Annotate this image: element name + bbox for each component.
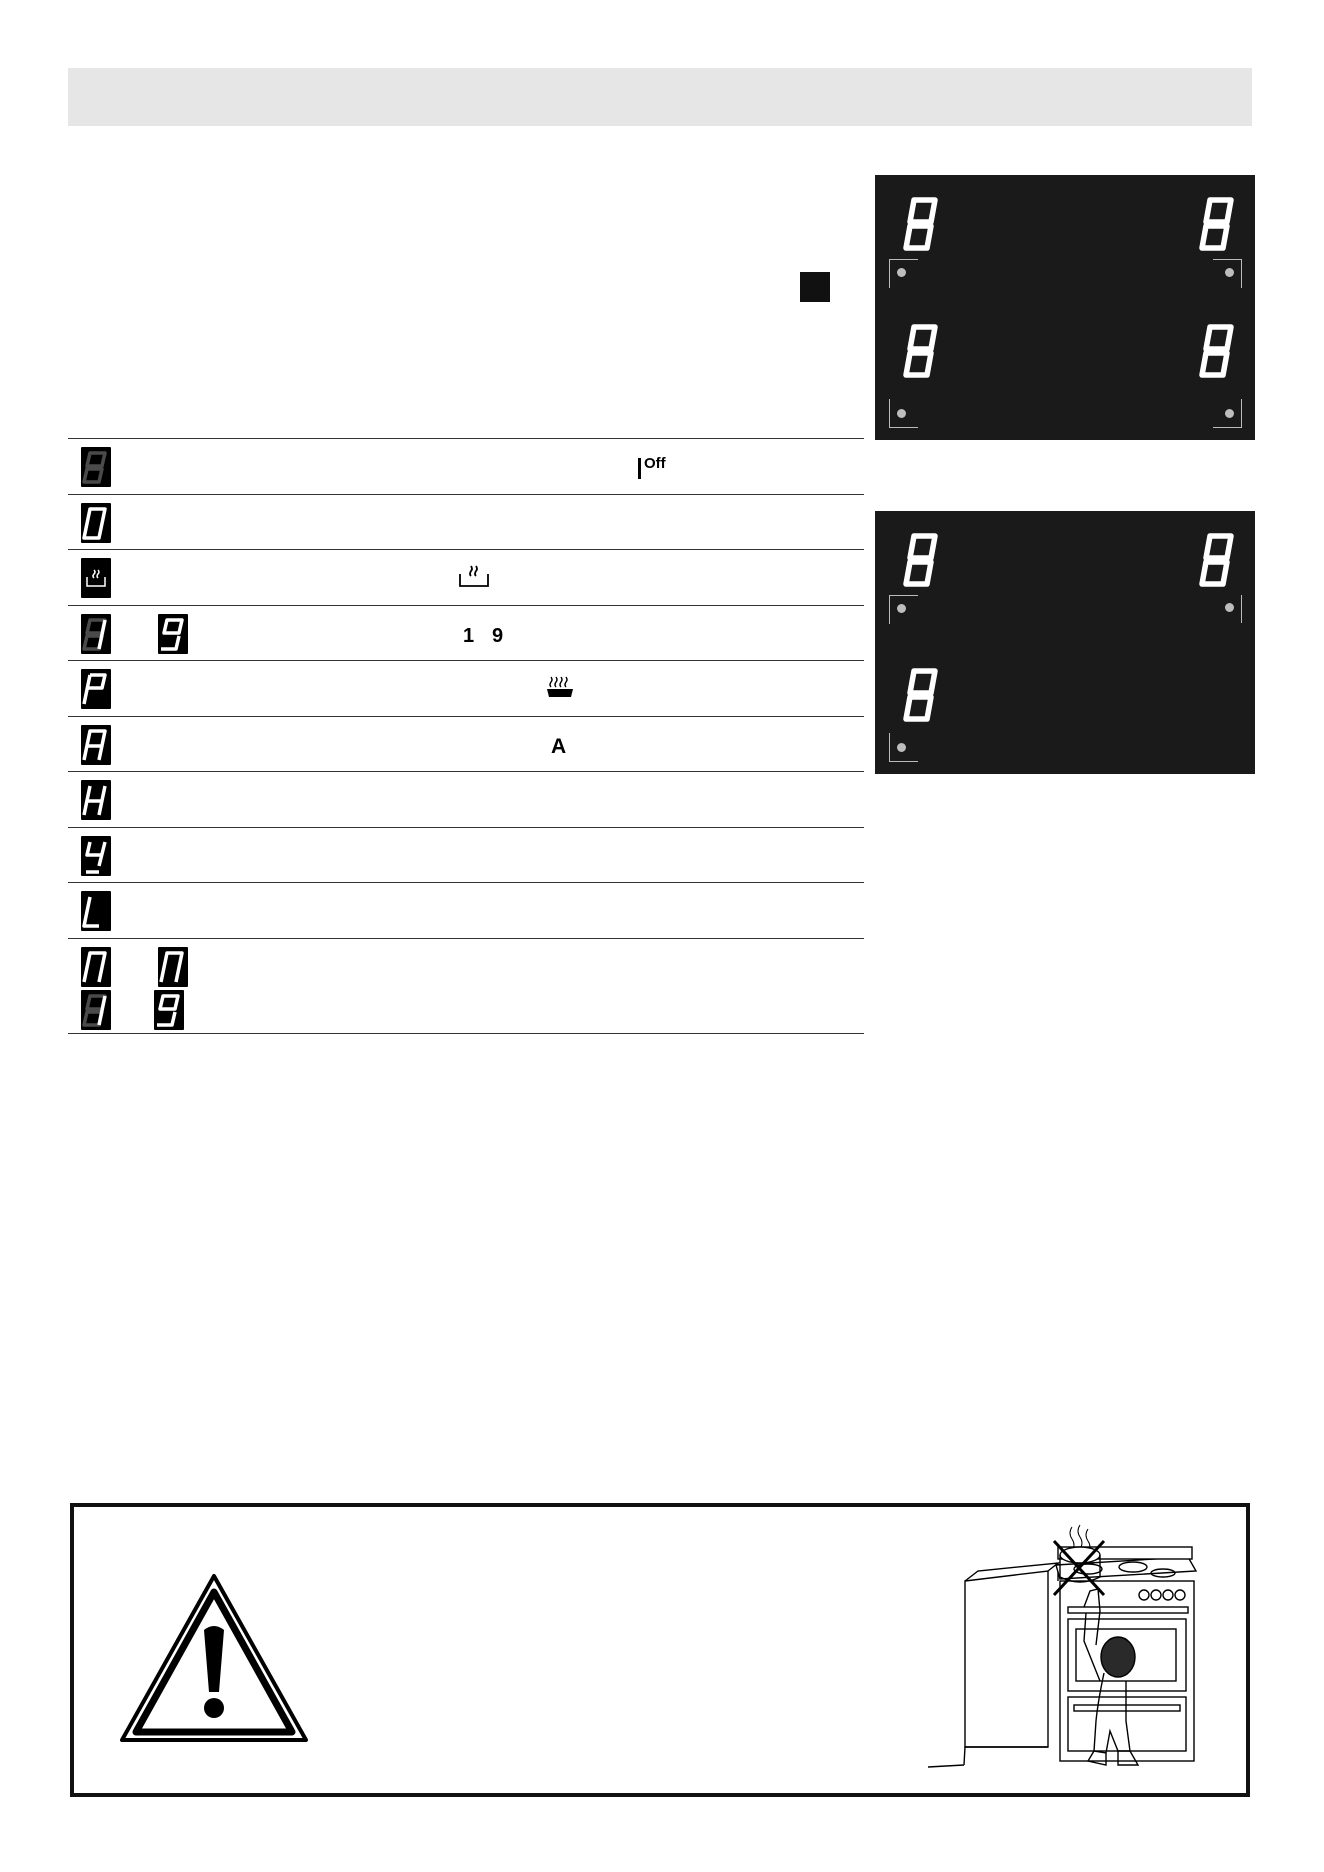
symbol-1-dim-icon (81, 990, 111, 1030)
symbol-p-icon (81, 669, 111, 709)
symbol-0-icon (81, 503, 111, 543)
child-reaching-cooktop-illustration (928, 1521, 1238, 1781)
symbol-n-icon (158, 947, 188, 987)
table-row (68, 938, 864, 1034)
power-level-range (463, 620, 513, 648)
table-row (68, 716, 864, 772)
off-indicator-icon (638, 451, 678, 481)
header-bar (68, 68, 1252, 126)
symbol-1-dim-icon (81, 614, 111, 654)
auto-label-icon (551, 731, 579, 759)
display-symbols-table (68, 438, 864, 1034)
symbol-y-icon (81, 836, 111, 876)
keep-warm-icon (458, 564, 490, 590)
display-panel-four-zone (875, 175, 1255, 440)
table-row (68, 494, 864, 550)
zone-digit (1199, 195, 1237, 253)
svg-text:1: 1 (463, 624, 475, 647)
table-row (68, 827, 864, 883)
off-label: Off (644, 455, 666, 472)
table-row (68, 605, 864, 661)
table-row (68, 882, 864, 938)
zone-digit (903, 531, 941, 589)
warning-box (70, 1503, 1250, 1797)
table-row (68, 660, 864, 716)
display-panel-three-zone (875, 511, 1255, 774)
pan-steam-icon (545, 675, 575, 699)
zone-indicator-dot (889, 399, 918, 428)
table-row (68, 438, 864, 494)
symbol-h-icon (81, 780, 111, 820)
warning-triangle-icon (116, 1570, 312, 1748)
table-row (68, 549, 864, 605)
zone-digit (1199, 322, 1237, 380)
zone-digit (903, 666, 941, 724)
svg-text:9: 9 (492, 624, 504, 647)
symbol-9-icon (154, 990, 184, 1030)
zone-digit (903, 322, 941, 380)
zone-digit (903, 195, 941, 253)
symbol-l-icon (81, 891, 111, 931)
symbol-8-dim-icon (81, 447, 111, 487)
keep-warm-symbol-icon (81, 558, 111, 598)
section-marker-square (800, 272, 830, 302)
zone-indicator-dot (1213, 595, 1242, 623)
symbol-9-icon (158, 614, 188, 654)
zone-indicator-dot (889, 733, 918, 762)
zone-indicator-dot (889, 595, 918, 624)
zone-indicator-dot (1213, 399, 1242, 428)
table-row (68, 771, 864, 827)
svg-text:A: A (551, 734, 567, 758)
zone-digit (1199, 531, 1237, 589)
symbol-a-icon (81, 725, 111, 765)
zone-indicator-dot (1213, 259, 1242, 288)
zone-indicator-dot (889, 259, 918, 288)
symbol-n-icon (81, 947, 111, 987)
